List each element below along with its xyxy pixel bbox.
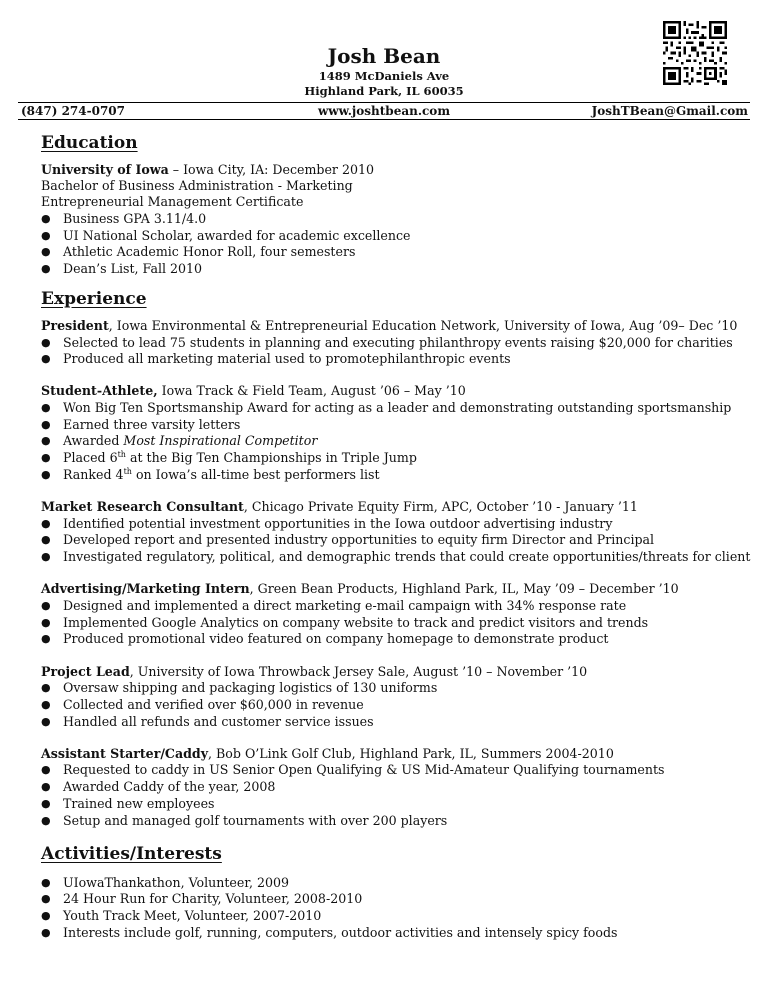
activities-heading: Activities/Interests [41, 844, 222, 864]
email-link[interactable]: JoshTBean@Gmail.com [591, 104, 748, 118]
resume-page: Josh Bean 1489 McDaniels Ave Highland Park, IL 60035 www.joshtbean.com (847) 274-0707 JoshTBean@Gmail.com Education University of Iowa – Iowa City, IA: December 2010 Bachelor of Business Administration - Marketing Entrepreneurial Management Certificate ● Business GPA 3.11/4.0 ● UI National Scholar, awarded for academic excellence ● Athletic Academic Honor Roll, four semesters ● Dean’s List, Fall 2010 Experience President, Iowa Environmental & Entrepreneurial Education Network, University of Iowa, Aug ’09– Dec ’10 ● Selected to lead 75 students in planning and executing philanthropy events raising $20,000 for charities ● Produced all marketing material used to promotephilanthropic events Student-Athlete, Iowa Track & Field Team, August ’06 – May ’10 ● Won Big Ten Sportsmanship Award for acting as a leader and demonstrating outstanding sportsmanship ● Earned three varsity letters ● Awarded Most Inspirational Competitor ● Placed 6th at the Big Ten Championships in Triple Jump ● Ranked 4th on Iowa’s all-time best performers list Market Research Consultant, Chicago Private Equity Firm, APC, October ’10 - January ’11 ● Identified potential investment opportunities in the Iowa outdoor advertising industry ● Developed report and presented industry opportunities to equity firm Director and Principal ● Investigated regulatory, political, and demographic trends that could create opportunities/threats for client Advertising/Marketing Intern, Green Bean Products, Highland Park, IL, May ’09 – December ’10 ● Designed and implemented a direct marketing e-mail campaign with 34% response rate ● Implemented Google Analytics on company website to track and predict visitors and trends ● Produced promotional video featured on company homepage to demonstrate product Project Lead, University of Iowa Throwback Jersey Sale, August ’10 – November ’10 ● Oversaw shipping and packaging logistics of 130 uniforms ● Collected and verified over $60,000 in revenue ● Handled all refunds and customer service issues Assistant Starter/Caddy, Bob O’Link Golf Club, Highland Park, IL, Summers 2004-2010 ● Requested to caddy in US Senior Open Qualifying & US Mid-Amateur Qualifying tournaments ● Awarded Caddy of the year, 2008 ● Trained new employees ● Setup and managed golf tournaments with over 200 players Activities/Interests ● UIowaThankathon, Volunteer, 2009 ● 24 Hour Run for Charity, Volunteer, 2008-2010 ● Youth Track Meet, Volunteer, 2007-2010 ● Interests include golf, running, computers, outdoor activities and intensely spicy foods [0, 0, 768, 994]
education-degree: Bachelor of Business Administration - Marketing [41, 178, 353, 193]
job-title: Market Research Consultant [41, 499, 244, 514]
candidate-name: Josh Bean [327, 44, 441, 68]
address-line-2: Highland Park, IL 60035 [304, 84, 464, 98]
school-name: University of Iowa [41, 162, 169, 177]
job-title-line: Market Research Consultant, Chicago Private Equity Firm, APC, October ’10 - January ’11 [41, 499, 638, 514]
job-title-line: President, Iowa Environmental & Entrepreneurial Education Network, University of Iowa, Aug ’09– Dec ’10 [41, 318, 738, 333]
job-title-line: Project Lead, University of Iowa Throwback Jersey Sale, August ’10 – November ’10 [41, 664, 588, 679]
education-school [41, 162, 374, 178]
school-location-date: – Iowa City, IA: December 2010 [168, 162, 375, 177]
job-title: President [41, 318, 109, 333]
job-title: Student-Athlete, [41, 383, 158, 398]
contact-bar [18, 102, 750, 120]
experience-heading: Experience [41, 289, 147, 309]
job-title-line: Advertising/Marketing Intern, Green Bean Products, Highland Park, IL, May ’09 – December ’10 [41, 581, 679, 596]
job-title-line: Student-Athlete, Iowa Track & Field Team, August ’06 – May ’10 [41, 383, 466, 398]
education-certificate: Entrepreneurial Management Certificate [41, 194, 304, 209]
education-heading: Education [41, 133, 138, 153]
job-title: Assistant Starter/Caddy [41, 746, 209, 761]
qr-code-icon [663, 21, 727, 85]
job-title: Advertising/Marketing Intern [41, 581, 250, 596]
job-title: Project Lead [41, 664, 130, 679]
job-title-line: Assistant Starter/Caddy, Bob O’Link Golf Club, Highland Park, IL, Summers 2004-2010 [41, 746, 614, 761]
address-line-1: 1489 McDaniels Ave [318, 69, 450, 83]
phone-number: (847) 274-0707 [21, 104, 126, 118]
website-link[interactable]: www.joshtbean.com [317, 104, 451, 118]
